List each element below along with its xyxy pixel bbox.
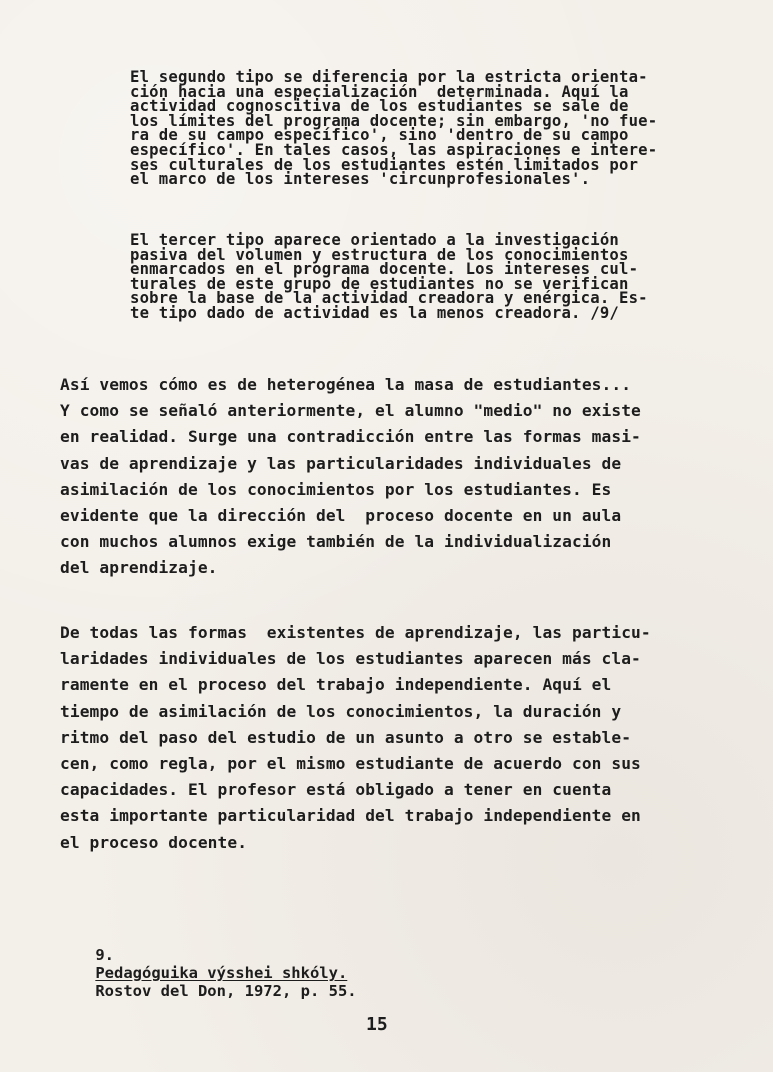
- footnote-number: 9.: [95, 946, 114, 964]
- footnote-details: Rostov del Don, 1972, p. 55.: [95, 982, 357, 1000]
- indented-quote-2: El tercer tipo aparece orientado a la investigación pasiva del volumen y estructura de los conocimientos enmarcados en el programa docente. Los intereses cul- turales de este grupo de estudiantes no se verifican sobre la base de la actividad creadora y enérgica. Es- te tipo dado de actividad es la menos creadora. /9/: [130, 231, 648, 322]
- footnote-title: Pedagóguika výsshei shkóly.: [95, 964, 348, 982]
- body-paragraph-1: Así vemos cómo es de heterogénea la masa de estudiantes... Y como se señaló anteriormente, el alumno "medio" no existe en realidad. Surge una contradicción entre las formas masi- vas de aprendizaje y las particularidades individuales de asimilación de los conocimientos por los estudiantes. Es evidente que la dirección del proceso docente en un aula con muchos alumnos exige también de la individualización del aprendizaje.: [60, 375, 641, 578]
- indented-quote-1: El segundo tipo se diferencia por la estricta orienta- ción hacia una especialización determinada. Aquí la actividad cognoscitiva de los estudiantes se sale de los límites del programa docente; sin embargo, 'no fue- ra de su campo específico', sino 'dentro de su campo específico'. En tales casos, las aspiraciones e intere- ses culturales de los estudiantes estén limitados por el marco de los intereses 'circunprofesionales'.: [130, 68, 658, 189]
- footnote: [58, 928, 357, 1018]
- page-number: 15: [366, 1014, 388, 1035]
- body-paragraph-2: De todas las formas existentes de aprendizaje, las particu- laridades individuales de los estudiantes aparecen más cla- ramente en el proceso del trabajo independiente. Aquí el tiempo de asimilación de los conocimientos, la duración y ritmo del paso del estudio de un asunto a otro se estable- cen, como regla, por el mismo estudiante de acuerdo con sus capacidades. El profesor está obligado a tener en cuenta esta importante particularidad del trabajo independiente en el proceso docente.: [60, 623, 651, 852]
